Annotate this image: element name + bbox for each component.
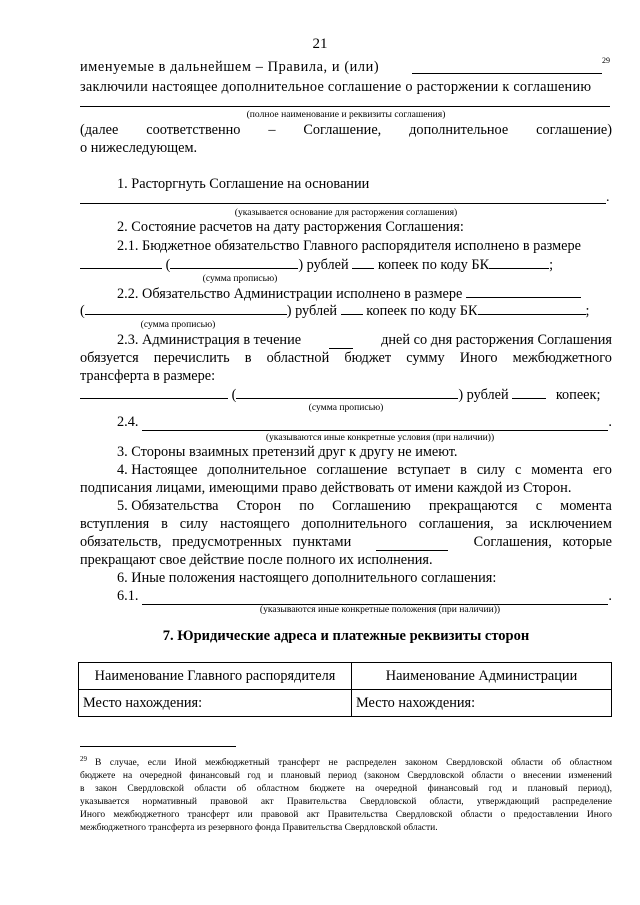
text: 2.4. bbox=[117, 414, 139, 430]
text: подписания лицами, имеющими право действовать от имени каждой из Сторон. bbox=[80, 480, 572, 496]
blank bbox=[142, 591, 608, 605]
blank bbox=[142, 417, 608, 431]
word: исключением bbox=[529, 516, 612, 532]
word: по bbox=[299, 498, 315, 514]
footnote-separator bbox=[80, 746, 236, 747]
blank bbox=[376, 537, 448, 551]
table-header-cell: Наименование Главного распорядителя bbox=[79, 663, 352, 690]
blank bbox=[80, 255, 162, 269]
para-line bbox=[80, 551, 612, 569]
para-line bbox=[80, 139, 612, 157]
word: межбюджетного bbox=[512, 350, 612, 366]
text: копеек по коду БК bbox=[366, 303, 478, 319]
table-header-cell: Наименование Администрации bbox=[352, 663, 612, 690]
dot: . bbox=[606, 190, 610, 205]
text: 3. Стороны взаимных претензий друг к другу не имеют. bbox=[117, 444, 458, 460]
para-line bbox=[80, 479, 612, 497]
text: обязательств, предусмотренных пунктами bbox=[80, 534, 352, 550]
table-row bbox=[79, 690, 612, 717]
text: именуемые в дальнейшем – Правила, и (или) bbox=[80, 59, 380, 75]
word: 2.3. Администрация в течение bbox=[117, 332, 302, 348]
text: ) рублей bbox=[298, 257, 349, 273]
item-6 bbox=[117, 569, 640, 587]
word: силу bbox=[476, 462, 506, 478]
word: Соглашению bbox=[332, 498, 411, 514]
para-line bbox=[80, 533, 612, 551]
text: копеек; bbox=[555, 387, 601, 403]
word: в bbox=[161, 516, 168, 532]
table-cell: Место нахождения: bbox=[79, 690, 352, 717]
word: дополнительного bbox=[301, 516, 407, 532]
word: 5. Обязательства bbox=[117, 498, 219, 514]
item-2-4 bbox=[117, 413, 612, 431]
blank bbox=[489, 255, 549, 269]
footnote-line bbox=[80, 770, 612, 783]
page-number: 21 bbox=[312, 36, 328, 52]
text: ( bbox=[231, 387, 237, 403]
section-title: 7. Юридические адреса и платежные реквизиты сторон bbox=[162, 628, 530, 644]
footnote-text: бюджете на очередной финансовый год и плановый период (законом Свердловской области о внесении изменений bbox=[80, 771, 612, 782]
word: в bbox=[460, 462, 467, 478]
word: дополнительное bbox=[409, 122, 509, 138]
item-4 bbox=[117, 461, 612, 479]
word: 4. Настоящее bbox=[117, 462, 198, 478]
word: вступает bbox=[397, 462, 451, 478]
para-line bbox=[80, 78, 612, 96]
word: бюджет bbox=[344, 350, 392, 366]
blank bbox=[236, 385, 458, 399]
word: (далее bbox=[80, 122, 119, 138]
caption: (указываются иные конкретные положения (при наличии)) bbox=[259, 604, 501, 615]
footnote-text: в закон Свердловской области об областном бюджете на очередной финансовый год и плановый период), bbox=[80, 784, 612, 795]
text: трансферта в размере: bbox=[80, 368, 216, 384]
para-line bbox=[80, 367, 612, 385]
text: о нижеследующем. bbox=[80, 140, 198, 156]
blank bbox=[170, 255, 298, 269]
word: Сторон bbox=[236, 498, 282, 514]
item-2-3 bbox=[117, 331, 612, 349]
footnote-line bbox=[80, 783, 612, 796]
text: копеек по коду БК bbox=[377, 257, 490, 273]
item-2-1 bbox=[117, 237, 640, 255]
text: 6.1. bbox=[117, 588, 139, 604]
blank bbox=[352, 255, 374, 269]
blank bbox=[329, 335, 353, 349]
footnote-line bbox=[80, 796, 612, 809]
item-2-1-sum bbox=[80, 255, 612, 274]
word: в bbox=[244, 350, 252, 366]
footnote-lines bbox=[80, 753, 612, 835]
word: дней со дня расторжения Соглашения bbox=[381, 332, 612, 348]
item-2-2-sum bbox=[80, 301, 612, 320]
item-3 bbox=[117, 443, 640, 461]
footnote-line bbox=[80, 809, 612, 822]
footnote bbox=[80, 753, 612, 835]
text: 6. Иные положения настоящего дополнительного соглашения: bbox=[117, 570, 497, 586]
text: ; bbox=[585, 303, 590, 319]
footnote-mark: 29 bbox=[80, 755, 95, 763]
requisites-table bbox=[78, 662, 612, 717]
text: ) рублей bbox=[286, 303, 338, 319]
item-2 bbox=[117, 218, 640, 236]
word: соглашение) bbox=[536, 122, 612, 138]
word: перечислить bbox=[153, 350, 230, 366]
text: . bbox=[608, 414, 612, 430]
footnote-text: Иного межбюджетного трансферт или правовой акт Правительства Свердловской области о предоставлении Иного bbox=[80, 810, 612, 821]
word: Соглашение, bbox=[303, 122, 382, 138]
word: обязуется bbox=[80, 350, 139, 366]
blank bbox=[512, 385, 546, 399]
text: прекращают свое действие после полного их исполнения. bbox=[80, 552, 433, 568]
item-6-1 bbox=[117, 587, 612, 605]
para-line bbox=[80, 121, 612, 139]
text: ) рублей bbox=[458, 387, 509, 403]
table-cell: Место нахождения: bbox=[352, 690, 612, 717]
word: момента bbox=[560, 498, 612, 514]
text: 2. Состояние расчетов на дату расторжения Соглашения: bbox=[117, 219, 464, 235]
text: Соглашения, которые bbox=[473, 534, 612, 550]
basis-blank bbox=[80, 203, 606, 204]
word: вступления bbox=[80, 516, 150, 532]
word: прекращаются bbox=[428, 498, 518, 514]
footnote-text: В случае, если Иной межбюджетный трансферт не распределен законом Свердловской области об областном bbox=[94, 758, 613, 769]
blank bbox=[466, 284, 581, 298]
caption: (указывается основание для расторжения соглашения) bbox=[234, 207, 458, 218]
caption: (сумма прописью) bbox=[202, 273, 278, 284]
word: с bbox=[535, 498, 543, 514]
word: сумму bbox=[406, 350, 445, 366]
word: соглашения, bbox=[418, 516, 494, 532]
para-line bbox=[80, 349, 612, 367]
footnote-line bbox=[80, 822, 612, 835]
word: соглашение bbox=[316, 462, 388, 478]
caption: (сумма прописью) bbox=[308, 402, 384, 413]
table-row bbox=[79, 663, 612, 690]
text: ( bbox=[80, 303, 85, 319]
blank bbox=[478, 301, 586, 315]
text: ; bbox=[549, 257, 554, 273]
word: – bbox=[268, 122, 276, 138]
text: заключили настоящее дополнительное соглашение о расторжении к соглашению bbox=[80, 79, 592, 95]
text: ( bbox=[165, 257, 171, 273]
agreement-blank bbox=[412, 73, 602, 74]
word: его bbox=[592, 462, 612, 478]
para-line bbox=[80, 515, 612, 533]
text: 2.2. Обязательство Администрации исполнено в размере bbox=[117, 286, 463, 302]
text: 1. Расторгнуть Соглашение на основании bbox=[117, 176, 370, 192]
word: дополнительное bbox=[207, 462, 307, 478]
word: областной bbox=[266, 350, 330, 366]
text: . bbox=[608, 588, 612, 604]
footnote-ref: 29 bbox=[602, 56, 610, 65]
word: момента bbox=[531, 462, 584, 478]
word: соответственно bbox=[146, 122, 241, 138]
word: настоящего bbox=[219, 516, 290, 532]
item-1 bbox=[117, 175, 640, 193]
caption: (указываются иные конкретные условия (при наличии)) bbox=[265, 432, 495, 443]
blank bbox=[80, 385, 228, 399]
word: с bbox=[515, 462, 522, 478]
word: Иного bbox=[459, 350, 498, 366]
word: за bbox=[505, 516, 518, 532]
caption: (сумма прописью) bbox=[140, 319, 216, 330]
blank bbox=[85, 301, 287, 315]
footnote-text: межбюджетного трансферта из резервного фонда Правительства Свердловской области. bbox=[80, 823, 438, 834]
item-5 bbox=[117, 497, 612, 515]
footnote-text: указывается нормативный правовой акт Правительства Свердловской области, утверждающий распределение bbox=[80, 797, 612, 808]
caption: (полное наименование и реквизиты соглашения) bbox=[246, 109, 446, 120]
word: силу bbox=[179, 516, 209, 532]
blank bbox=[341, 301, 363, 315]
text: 2.1. Бюджетное обязательство Главного распорядителя исполнено в размере bbox=[117, 238, 581, 254]
agreement-line bbox=[80, 106, 610, 107]
footnote-line bbox=[80, 753, 612, 770]
